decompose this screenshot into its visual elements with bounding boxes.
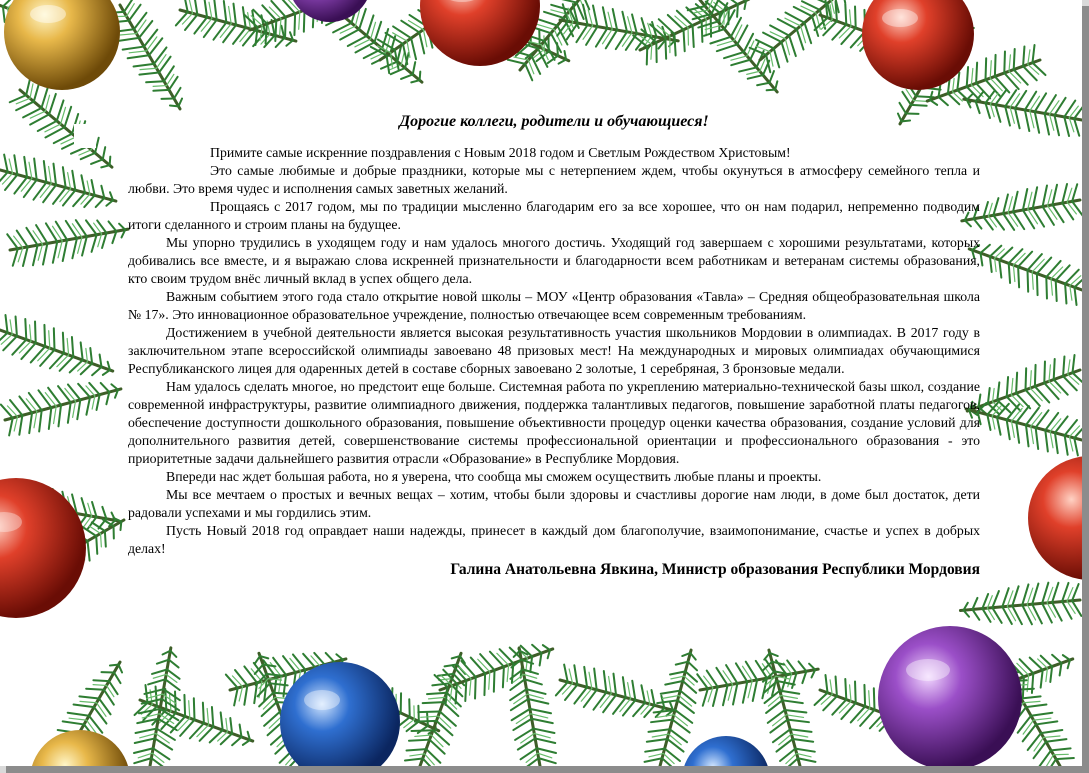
- blue-ornament-bottom: [280, 662, 400, 766]
- gold-ornament-bottom-left: [30, 730, 130, 766]
- red-ornament-top-right: [862, 0, 974, 90]
- letter-paragraph: Впереди нас ждет большая работа, но я уверена, что сообща мы сможем осуществить любые планы и проекты.: [166, 469, 822, 484]
- letter-greeting: Дорогие коллеги, родители и обучающиеся!: [399, 113, 709, 130]
- letter-paragraph: Нам удалось сделать многое, но предстоит еще больше. Системная работа по укреплению материально-технической базы школ, создание современной инфраструктуры, развитие олимпиадного движения, поддержка талантливых педагогов, повышение заработной платы педагогов, обеспечение доступности дошкольного образования, повышение объективности процедур оценки качества образования, создание условий для дополнительного развития детей, совершенствование системы профессиональной ориентации и профессионального образования - это приоритетные задачи дальнейшего развития отрасли «Образование» в Республике Мордовия.: [128, 379, 980, 466]
- letter-paragraph: Это самые любимые и добрые праздники, которые мы с нетерпением ждем, чтобы окунуться в атмосферу семейного тепла и любви. Это время чудес и исполнения самых заветных желаний.: [128, 163, 980, 196]
- blue-ornament-bottom-center: [682, 736, 770, 766]
- page-shadow-right: [1082, 6, 1089, 773]
- letter-paragraph: Важным событием этого года стало открытие новой школы – МОУ «Центр образования «Тавла» – Средняя общеобразовательная школа № 17». Это инновационное образовательное учреждение, полностью отвечающее всем современным требованиям.: [128, 289, 980, 322]
- letter-paragraph: Пусть Новый 2018 год оправдает наши надежды, принесет в каждый дом благополучие, взаимопонимание, счастье и успех в добрых делах!: [128, 523, 980, 556]
- letter-signature: Галина Анатольевна Явкина, Министр образования Республики Мордовия: [450, 561, 980, 578]
- purple-ornament-bottom-right: [878, 626, 1022, 766]
- page-shadow-bottom: [6, 766, 1089, 773]
- red-ornament-right: [1028, 456, 1082, 580]
- red-ornament-top-center: [420, 0, 540, 66]
- letter-paragraph: Прощаясь с 2017 годом, мы по традиции мысленно благодарим его за все хорошее, что он нам подарил, непременно подводим итоги сделанного и строим планы на будущее.: [128, 199, 980, 232]
- letter-paragraph: Примите самые искренние поздравления с Новым 2018 годом и Светлым Рождеством Христовым!: [210, 145, 791, 160]
- letter-paragraph: Достижением в учебной деятельности является высокая результативность участия школьников Мордовии в олимпиадах. В 2017 году в заключительном этапе всероссийской олимпиады завоевано 48 призовых мест! На международных и мировых олимпиадах обучающимися Республиканского лицея для одаренных детей в составе сборных завоевано 2 золотые, 1 серебряная, 3 бронзовые медали.: [128, 325, 980, 376]
- letter-paragraph: Мы упорно трудились в уходящем году и нам удалось многого достичь. Уходящий год завершаем с хорошими результатами, которых добивались все вместе, и я выражаю слова искренней признательности и благодарности всем работникам и ветеранам системы образования, кто своим трудом внёс личный вклад в успех общего дела.: [128, 235, 980, 286]
- letter-paragraph: Мы все мечтаем о простых и вечных вещах – хотим, чтобы были здоровы и счастливы дорогие нам люди, в доме был достаток, дети радовали успехами и мы гордились этим.: [128, 487, 980, 520]
- letter-body: [128, 112, 980, 580]
